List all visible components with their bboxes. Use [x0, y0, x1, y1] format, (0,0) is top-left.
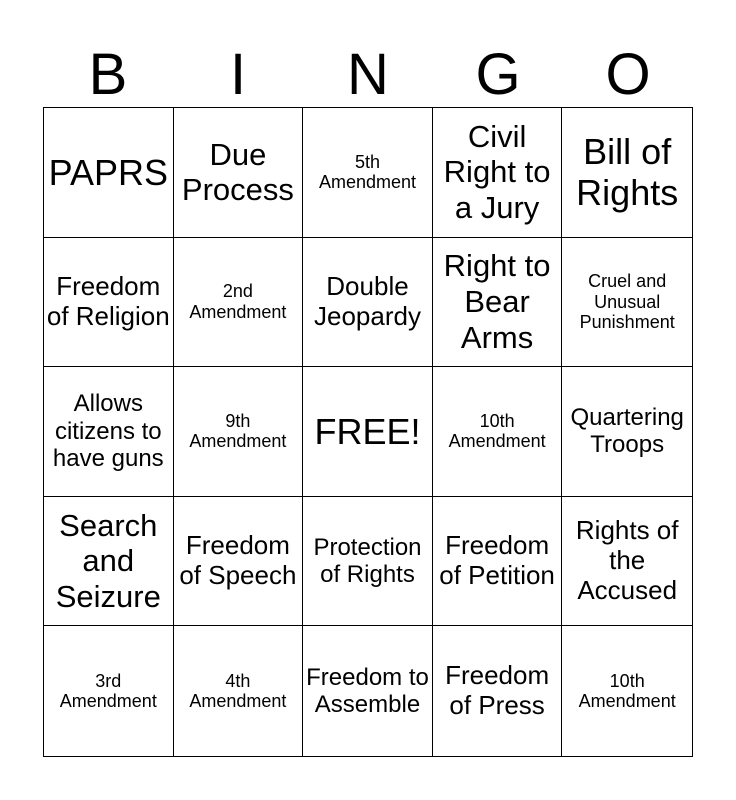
bingo-cell[interactable]: [433, 108, 563, 238]
bingo-header: [43, 44, 693, 106]
bingo-cell[interactable]: [562, 497, 692, 627]
cell-label: Civil Right to a Jury: [443, 118, 551, 226]
header-letter-n: N: [347, 42, 389, 107]
cell-label: Freedom of Speech: [179, 530, 297, 591]
bingo-cell[interactable]: [303, 108, 433, 238]
bingo-cell[interactable]: [433, 367, 563, 497]
bingo-cell[interactable]: [44, 497, 174, 627]
bingo-cell[interactable]: [303, 238, 433, 368]
cell-label: Freedom of Religion: [46, 271, 170, 331]
cell-label: Freedom to Assemble: [306, 663, 429, 719]
bingo-cell[interactable]: [174, 626, 304, 756]
bingo-cell[interactable]: [174, 238, 304, 368]
cell-label: Cruel and Unusual Punishment: [579, 270, 675, 333]
cell-label: PAPRS: [48, 151, 168, 193]
header-letter-g: G: [475, 42, 521, 107]
bingo-cell[interactable]: [433, 497, 563, 627]
bingo-cell[interactable]: [562, 626, 692, 756]
cell-label: Right to Bear Arms: [443, 248, 551, 355]
bingo-cell[interactable]: [174, 367, 304, 497]
cell-label: Due Process: [181, 136, 294, 208]
bingo-cell[interactable]: [303, 626, 433, 756]
cell-label: Search and Seizure: [55, 507, 161, 614]
cell-label: Protection of Rights: [313, 533, 422, 589]
cell-label: FREE!: [314, 410, 421, 452]
bingo-board: [43, 107, 693, 757]
cell-label: Rights of the Accused: [575, 515, 679, 606]
cell-label: 2nd Amendment: [189, 281, 287, 322]
bingo-cell[interactable]: [44, 367, 174, 497]
header-letter-b: B: [88, 42, 128, 107]
bingo-cell[interactable]: [433, 626, 563, 756]
bingo-cell[interactable]: [303, 497, 433, 627]
cell-label: 10th Amendment: [578, 670, 676, 712]
bingo-cell[interactable]: [174, 108, 304, 238]
cell-label: 5th Amendment: [318, 151, 417, 193]
cell-label: Allows citizens to have guns: [52, 390, 164, 473]
header-letter-i: I: [229, 42, 247, 107]
bingo-cell[interactable]: [433, 238, 563, 368]
cell-label: 4th Amendment: [189, 670, 287, 712]
free-space-cell[interactable]: [303, 367, 433, 497]
cell-label: Freedom of Press: [445, 660, 550, 721]
bingo-cell[interactable]: [562, 238, 692, 368]
header-letter-o: O: [605, 42, 651, 107]
bingo-cell[interactable]: [562, 108, 692, 238]
cell-label: Double Jeopardy: [314, 271, 421, 331]
cell-label: Freedom of Petition: [439, 530, 555, 591]
bingo-cell[interactable]: [174, 497, 304, 627]
cell-label: 9th Amendment: [189, 410, 287, 452]
cell-label: 3rd Amendment: [59, 670, 157, 712]
bingo-cell[interactable]: [44, 238, 174, 368]
cell-label: Quartering Troops: [570, 403, 684, 459]
bingo-cell[interactable]: [44, 626, 174, 756]
bingo-cell[interactable]: [44, 108, 174, 238]
cell-label: 10th Amendment: [448, 410, 546, 452]
cell-label: Bill of Rights: [576, 130, 679, 214]
bingo-cell[interactable]: [562, 367, 692, 497]
